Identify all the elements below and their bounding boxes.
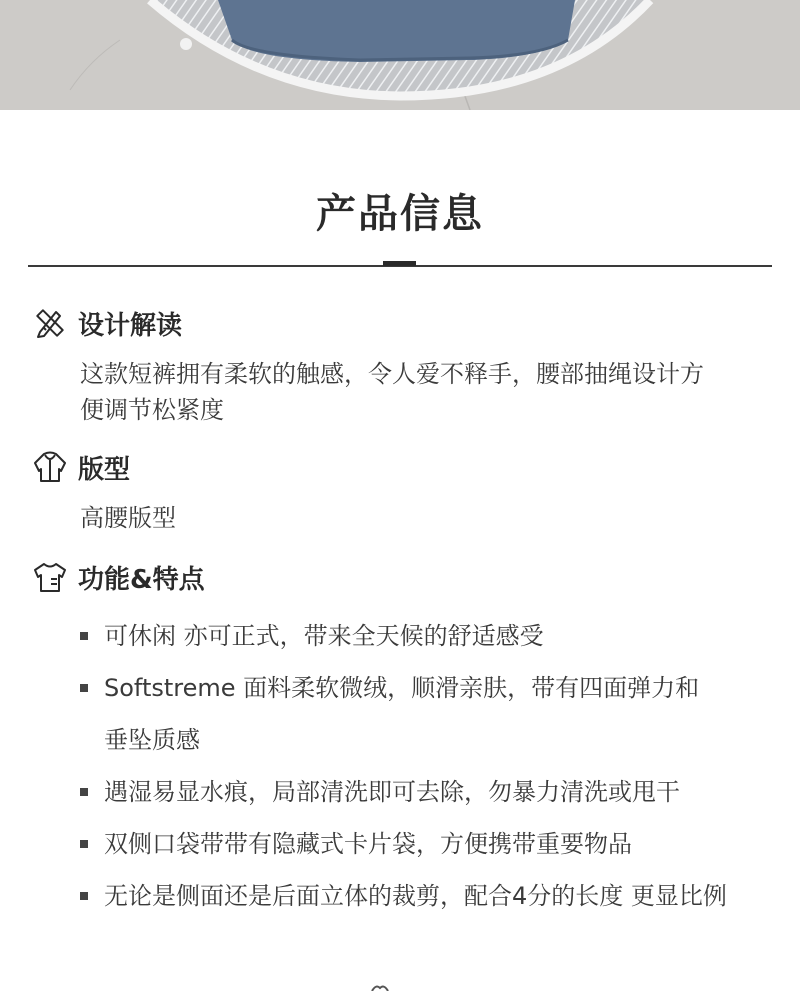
- rack-peg: [180, 38, 192, 50]
- bullet-icon: [80, 788, 88, 796]
- bullet-icon: [80, 632, 88, 640]
- list-item: [80, 870, 780, 922]
- section-fit-title: 版型: [78, 454, 131, 485]
- pencil-ruler-icon: [32, 306, 68, 340]
- list-item-text: Softstreme 面料柔软微绒，顺滑亲肤，带有四面弹力和: [104, 674, 700, 702]
- bullet-icon: [80, 684, 88, 692]
- list-item: [80, 766, 780, 818]
- section-design-heading: [32, 306, 182, 340]
- hoodie-icon: [32, 450, 68, 484]
- section-design-line: 便调节松紧度: [80, 396, 224, 424]
- list-item-text: 垂坠质感: [104, 726, 200, 754]
- bullet-icon: [80, 892, 88, 900]
- section-fit-heading: [32, 450, 130, 484]
- product-photo: [0, 0, 800, 110]
- list-item-text: 遇湿易显水痕，局部清洗即可去除，勿暴力清洗或甩干: [104, 778, 680, 806]
- section-features-title: 功能&特点: [78, 564, 205, 595]
- next-section-cut-off-mark: [370, 984, 390, 991]
- section-fit-body: 高腰版型: [80, 504, 176, 532]
- tshirt-icon: [32, 560, 68, 594]
- page-title: 产品信息: [316, 191, 484, 237]
- section-design-body: [80, 356, 770, 428]
- list-item-text: 无论是侧面还是后面立体的裁剪，配合4分的长度 更显比例: [104, 882, 727, 910]
- list-item: [80, 818, 780, 870]
- list-item-text: 双侧口袋带带有隐藏式卡片袋，方便携带重要物品: [104, 830, 632, 858]
- list-item: [80, 610, 780, 662]
- list-item-continuation: [80, 714, 780, 766]
- feature-list: [80, 610, 780, 922]
- section-design-title: 设计解读: [78, 310, 183, 341]
- bullet-icon: [80, 840, 88, 848]
- section-features-heading: [32, 560, 205, 594]
- list-item: [80, 662, 780, 714]
- product-photo-illustration: [0, 0, 800, 110]
- list-item-text: 可休闲 亦可正式，带来全天候的舒适感受: [104, 622, 544, 650]
- title-divider-accent: [383, 261, 416, 266]
- section-design-line: 这款短裤拥有柔软的触感，令人爱不释手，腰部抽绳设计方: [80, 360, 704, 388]
